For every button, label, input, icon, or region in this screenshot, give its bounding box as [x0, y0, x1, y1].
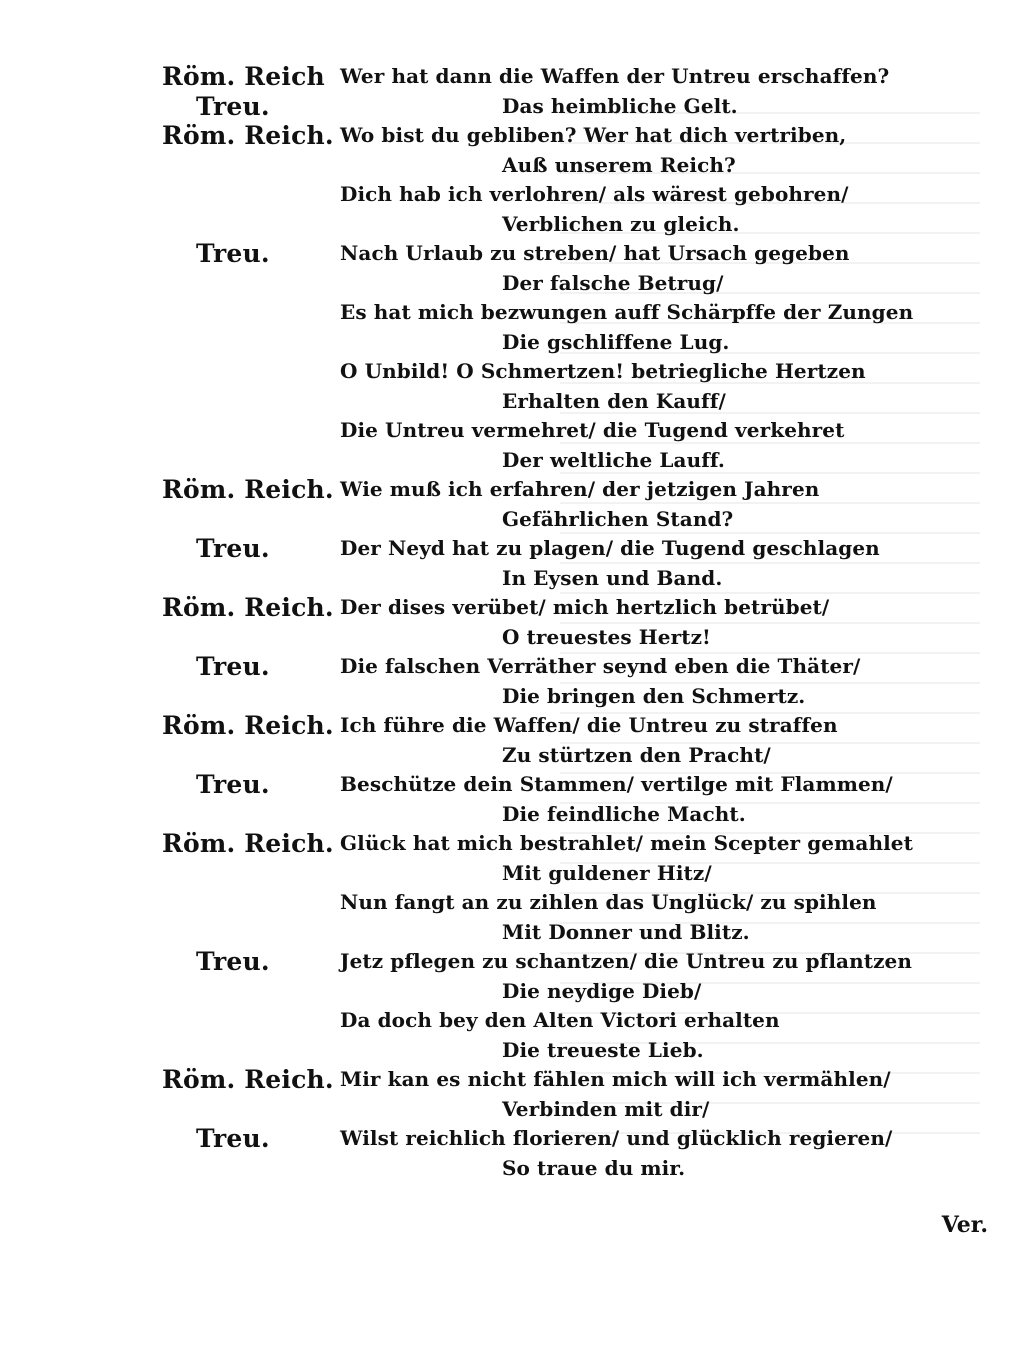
verse-text: Das heimbliche Gelt. [502, 93, 738, 118]
verse-text: Jetz pflegen zu schantzen/ die Untreu zu pflantzen [340, 949, 913, 973]
verse-text: Mit Donner und Blitz. [502, 919, 750, 944]
verse-line [150, 387, 910, 417]
verse-text: Die feindliche Macht. [502, 801, 746, 826]
speaker-label: Röm. Reich. [162, 121, 334, 150]
verse-line [150, 564, 910, 594]
verse-line [150, 652, 910, 682]
verse-text: Nun fangt an zu zihlen das Unglück/ zu spihlen [340, 890, 877, 914]
verse-line [150, 770, 910, 800]
speaker-label: Treu. [196, 239, 270, 268]
verse-text: Wilst reichlich florieren/ und glücklich regieren/ [340, 1126, 893, 1150]
verse-text: Ich führe die Waffen/ die Untreu zu straffen [340, 713, 838, 737]
speaker-label: Treu. [196, 770, 270, 799]
verse-line [150, 357, 910, 387]
verse-text: Nach Urlaub zu streben/ hat Ursach gegeben [340, 241, 850, 265]
verse-text: Es hat mich bezwungen auff Schärpffe der Zungen [340, 300, 914, 324]
verse-text: Zu stürtzen den Pracht/ [502, 742, 771, 767]
verse-line [150, 859, 910, 889]
speaker-label: Treu. [196, 652, 270, 681]
verse-line [150, 947, 913, 977]
verse-text: Verbinden mit dir/ [502, 1096, 710, 1121]
verse-line [150, 593, 910, 623]
verse-text: Die gschliffene Lug. [502, 329, 730, 354]
speaker-label: Röm. Reich. [162, 829, 334, 858]
verse-text: O treuestes Hertz! [502, 624, 711, 649]
verse-line [150, 977, 910, 1007]
catchword: Ver. [941, 1212, 988, 1238]
verse-line [150, 416, 910, 446]
speaker-label: Treu. [196, 91, 270, 121]
dialogue-verse-list [150, 62, 914, 1183]
verse-line [150, 269, 910, 299]
verse-text: Der falsche Betrug/ [502, 270, 724, 295]
verse-line [150, 1124, 910, 1154]
verse-text: So traue du mir. [502, 1155, 686, 1180]
speaker-label: Röm. Reich. [162, 711, 334, 740]
verse-text: Die Untreu vermehret/ die Tugend verkehret [340, 418, 845, 442]
verse-line [150, 1065, 910, 1095]
speaker-label: Röm. Reich. [162, 593, 334, 622]
verse-text: Auß unserem Reich? [502, 152, 736, 177]
verse-text: Die treueste Lieb. [502, 1037, 704, 1062]
verse-line [150, 180, 910, 210]
speaker-label: Röm. Reich [162, 62, 325, 91]
verse-text: O Unbild! O Schmertzen! betriegliche Hertzen [340, 359, 866, 383]
verse-text: Der weltliche Lauff. [502, 447, 725, 472]
verse-text: Die bringen den Schmertz. [502, 683, 806, 708]
verse-line [150, 239, 910, 269]
verse-line [150, 505, 910, 535]
speaker-label: Treu. [196, 1124, 270, 1153]
verse-line [150, 298, 914, 328]
speaker-label: Treu. [196, 534, 270, 563]
speaker-label: Röm. Reich. [162, 475, 334, 504]
speaker-label: Treu. [196, 947, 270, 976]
verse-line [150, 475, 910, 505]
verse-line [150, 741, 910, 771]
verse-line [150, 1154, 910, 1184]
verse-line [150, 328, 910, 358]
verse-text: Die neydige Dieb/ [502, 978, 702, 1003]
verse-line [150, 918, 910, 948]
verse-line [150, 151, 910, 181]
verse-line [150, 711, 910, 741]
verse-line [150, 534, 910, 564]
verse-text: Wer hat dann die Waffen der Untreu erschaffen? [340, 64, 890, 88]
verse-text: Verblichen zu gleich. [502, 211, 740, 236]
verse-text: Mit guldener Hitz/ [502, 860, 712, 885]
verse-line [150, 800, 910, 830]
speaker-label: Röm. Reich. [162, 1065, 334, 1094]
verse-text: Glück hat mich bestrahlet/ mein Scepter gemahlet [340, 831, 913, 855]
verse-line [150, 210, 910, 240]
verse-line [150, 446, 910, 476]
verse-line [150, 62, 910, 92]
verse-text: In Eysen und Band. [502, 565, 723, 590]
verse-text: Wo bist du gebliben? Wer hat dich vertriben, [340, 123, 847, 147]
verse-line [150, 121, 910, 151]
verse-line [150, 888, 910, 918]
verse-line [150, 1036, 910, 1066]
verse-text: Gefährlichen Stand? [502, 506, 734, 531]
verse-text: Der dises verübet/ mich hertzlich betrübet/ [340, 595, 830, 619]
verse-line [150, 682, 910, 712]
verse-line [150, 92, 910, 122]
verse-text: Dich hab ich verlohren/ als wärest gebohren/ [340, 182, 849, 206]
verse-text: Da doch bey den Alten Victori erhalten [340, 1008, 780, 1032]
verse-line [150, 1006, 910, 1036]
verse-text: Die falschen Verräther seynd eben die Thäter/ [340, 654, 861, 678]
verse-line [150, 623, 910, 653]
verse-line [150, 829, 913, 859]
verse-text: Wie muß ich erfahren/ der jetzigen Jahren [340, 477, 820, 501]
verse-text: Beschütze dein Stammen/ vertilge mit Flammen/ [340, 772, 893, 796]
verse-text: Erhalten den Kauff/ [502, 388, 726, 413]
verse-text: Der Neyd hat zu plagen/ die Tugend geschlagen [340, 536, 880, 560]
verse-line [150, 1095, 910, 1125]
verse-text: Mir kan es nicht fählen mich will ich vermählen/ [340, 1067, 891, 1091]
